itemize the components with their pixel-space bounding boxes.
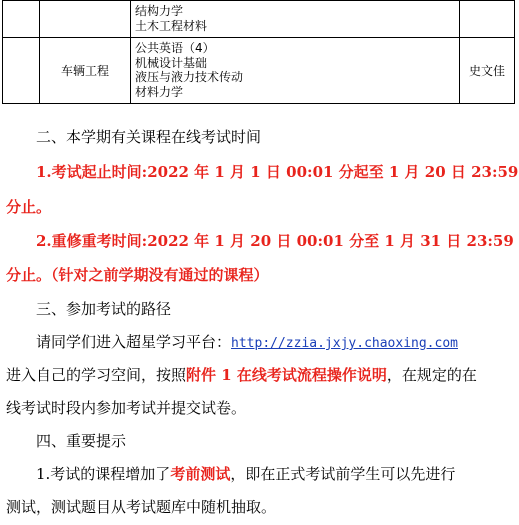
table-row [3, 38, 515, 104]
retake-period-end [6, 264, 515, 285]
table-row [3, 1, 515, 38]
tip-1-text-a: 1.考试的课程增加了 [36, 465, 171, 483]
section-4-heading: 四、重要提示 [36, 432, 127, 450]
exam-period-end: 分止。 [6, 198, 52, 216]
tip-1-line [36, 463, 515, 484]
section-3-heading: 三、参加考试的路径 [36, 300, 172, 318]
platform-link[interactable]: http://zzia.jxjy.chaoxing.com [231, 336, 458, 351]
table-cell-index [3, 1, 40, 38]
table-cell-index [3, 38, 40, 104]
table-cell-major: 车辆工程 [40, 38, 131, 104]
table-cell-major [40, 1, 131, 38]
platform-line [36, 331, 515, 352]
retake-end-text: 分止。 [6, 266, 52, 284]
pre-exam-test: 考前测试 [170, 465, 231, 483]
table-cell-teacher [460, 1, 515, 38]
course-name: 机械设计基础 [135, 55, 208, 70]
table-cell-courses [131, 1, 460, 38]
instructions-line [6, 364, 515, 385]
tip-1-text-c: ，即在正式考试前学生可以先进行 [230, 465, 456, 483]
retake-period-line: 2.重修重考时间:2022 年 1 月 20 日 00:01 分至 1 月 31 日 23:59 [36, 232, 514, 250]
platform-prefix: 请同学们进入超星学习平台： [36, 333, 232, 351]
table-cell-teacher: 史文佳 [460, 38, 515, 104]
retake-note: （针对之前学期没有通过的课程） [51, 266, 269, 284]
course-name: 材料力学 [135, 84, 184, 99]
instructions-line-2: 线考试时段内参加考试并提交试卷。 [6, 399, 247, 417]
tip-1-line-2: 测试，测试题目从考试题库中随机抽取。 [6, 498, 277, 516]
instructions-text-c: ，在规定的在 [386, 366, 477, 384]
exam-period-line: 1.考试起止时间:2022 年 1 月 1 日 00:01 分起至 1 月 20 日 23:59 [36, 163, 519, 181]
course-name: 结构力学 [135, 4, 184, 18]
course-name: 土木工程材料 [135, 18, 208, 33]
section-2-heading: 二、本学期有关课程在线考试时间 [36, 128, 262, 146]
course-table [2, 0, 515, 104]
table-cell-courses [131, 38, 460, 104]
attachment-reference: 附件 1 在线考试流程操作说明 [186, 366, 387, 384]
instructions-text-a: 进入自己的学习空间，按照 [6, 366, 187, 384]
course-name: 液压与液力技术传动 [135, 70, 244, 84]
course-name: 公共英语（4） [135, 41, 215, 55]
